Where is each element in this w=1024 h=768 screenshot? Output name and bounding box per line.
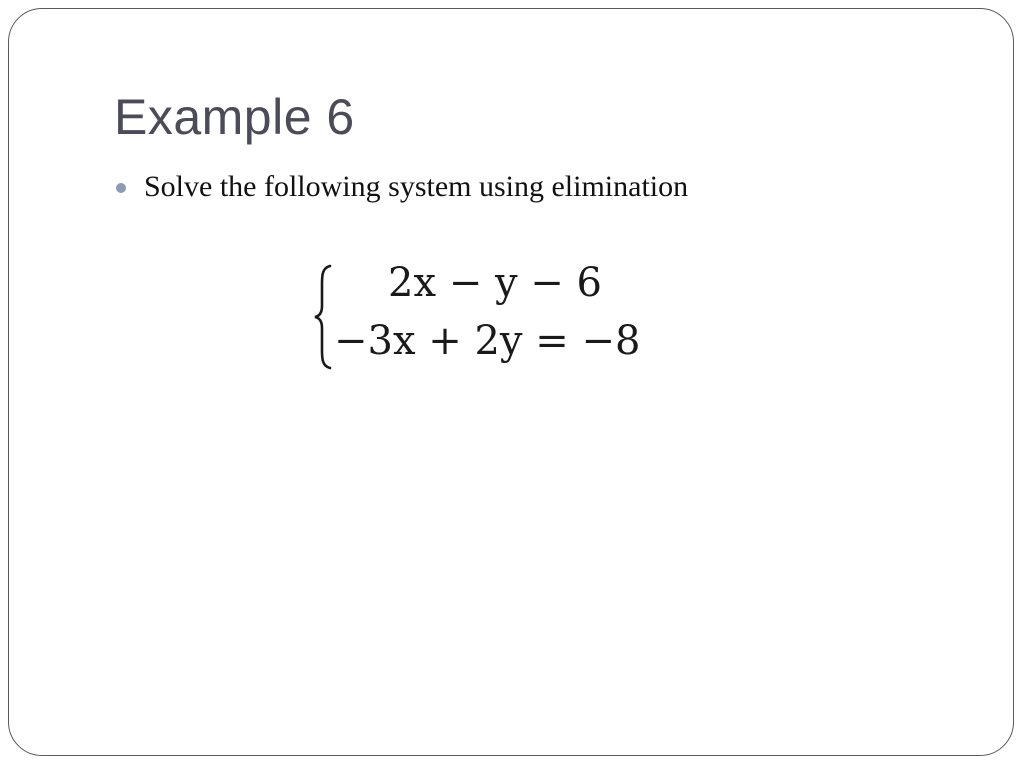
equation-system xyxy=(312,258,682,378)
bullet-text: Solve the following system using elimination xyxy=(144,170,689,203)
equation-line-2: −3x + 2y = −8 xyxy=(334,318,641,364)
left-brace-icon xyxy=(312,262,336,372)
bullet-item xyxy=(116,170,688,204)
slide-title: Example 6 xyxy=(114,89,355,145)
equation-line-1: 2x − y − 6 xyxy=(388,260,602,306)
bullet-dot-icon xyxy=(116,183,126,193)
